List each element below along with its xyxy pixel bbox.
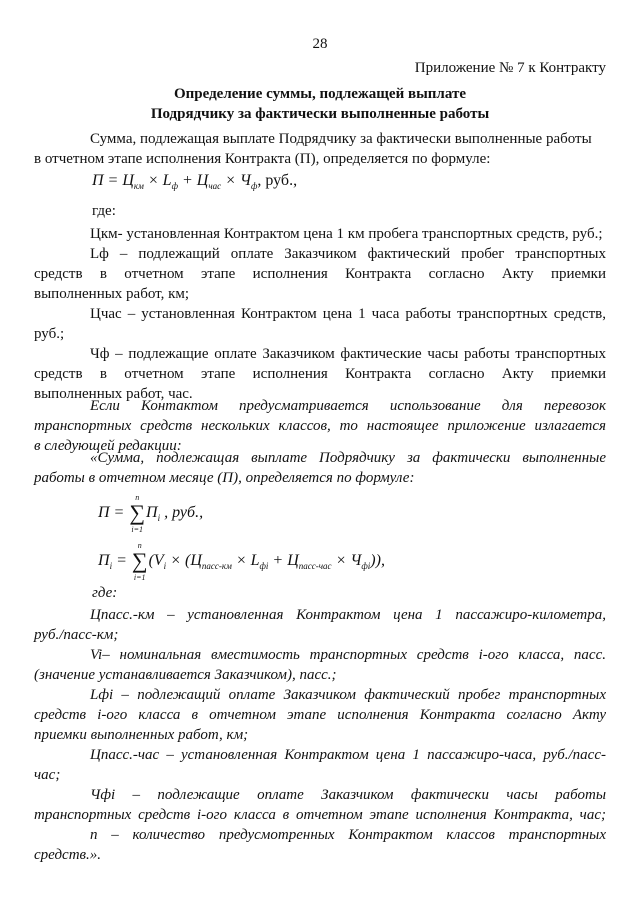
def-mileage-l1: Lф – подлежащий оплате Заказчиком фактический пробег транспортных: [90, 246, 606, 262]
note-line-2: транспортных средств нескольких классов, то настоящее приложение излагается: [34, 418, 606, 434]
def-mileage-l2: средств в отчетном этапе исполнения Контракта согласно Акту приемки: [34, 266, 606, 282]
def-mileage-l3: выполненных работ, км;: [34, 286, 190, 302]
note-line-3: в следующей редакции:: [34, 438, 182, 454]
def-hours-l1: Чф – подлежащие оплате Заказчиком фактические часы работы транспортных: [90, 346, 606, 362]
def-mileage-i-l1: Lфi – подлежащий оплате Заказчиком фактический пробег транспортных: [90, 687, 606, 703]
def-hours-i-l1: Чфi – подлежащие оплате Заказчиком фактически часы работы: [90, 787, 606, 803]
formula-sum-class: $П_i$ = ∑ n i=1 $(V_i \times (Ц_{пасс-км} \times L_{фi} + Ц_{пасс-час} \times Ч_{фi}))$,: [98, 541, 385, 582]
sigma-symbol-2: ∑ n i=1: [131, 541, 148, 582]
where-label-2: где:: [92, 585, 118, 601]
formula-basic: $П = Ц_{км} \times L_ф + Ц_{час} \times Ч_ф$, руб.,: [92, 172, 298, 191]
note-line-1: Если Контактом предусматривается использование для перевозок: [90, 398, 606, 414]
def-cost-km: Цкм- установленная Контрактом цена 1 км пробега транспортных средств, руб.;: [90, 226, 603, 242]
definition-block-2: [34, 605, 606, 865]
def-pass-hour: Цпасс.-час – установленная Контрактом цена 1 пассажиро-часа, руб./пасс-час;: [34, 747, 606, 783]
title-line-1: Определение суммы, подлежащей выплате: [173, 86, 466, 102]
def-hours-l3: выполненных работ, час.: [34, 386, 193, 402]
def-mileage-i-l3: приемки выполненных работ, км;: [34, 727, 249, 743]
def-classes-l2: средств.».: [34, 847, 102, 863]
where-label-1: где:: [92, 203, 116, 219]
def-pass-km-l1: Цпасс.-км – установленная Контрактом цена 1 пассажиро-километра,: [90, 607, 606, 623]
sigma-symbol: ∑ n i=1: [129, 493, 146, 534]
def-hours-i-l2: транспортных средств i-ого класса в отчетном этапе исполнения Контракта, час;: [34, 807, 606, 823]
definition-block-1: [34, 224, 606, 404]
intro-paragraph: [34, 129, 606, 169]
quote-line-1: «Сумма, подлежащая выплате Подрядчику за фактически выполненные: [90, 450, 606, 466]
def-classes-l1: n – количество предусмотренных Контрактом классов транспортных: [90, 827, 606, 843]
note-paragraph: [34, 396, 606, 456]
title-line-2: Подрядчику за фактически выполненные работы: [150, 106, 490, 122]
formula-sum: П = ∑ n i=1 $П_i$ , руб.,: [98, 493, 204, 534]
intro-line-2: в отчетном этапе исполнения Контракта (П), определяется по формуле:: [34, 151, 491, 167]
page-number: 28: [312, 36, 328, 52]
def-cost-hour-l2: руб.;: [34, 326, 65, 342]
quote-paragraph: [34, 448, 606, 488]
def-capacity-l2: (значение устанавливается Заказчиком), пасс.;: [34, 667, 337, 683]
def-mileage-i-l2: средств i-ого класса в отчетном этапе исполнения Контракта согласно Акту: [34, 707, 606, 723]
annex-label: Приложение № 7 к Контракту: [414, 60, 606, 76]
def-pass-km-l2: руб./пасс-км;: [34, 627, 119, 643]
def-cost-hour-l1: Цчас – установленная Контрактом цена 1 часа работы транспортных средств,: [90, 306, 606, 322]
intro-line-1: Сумма, подлежащая выплате Подрядчику за фактически выполненные работы: [90, 131, 592, 147]
quote-line-2: работы в отчетном месяце (П), определяется по формуле:: [34, 470, 415, 486]
def-hours-l2: средств в отчетном этапе исполнения Контракта согласно Акту приемки: [34, 366, 606, 382]
def-capacity-l1: Vi– номинальная вместимость транспортных средств i-ого класса, пасс.: [90, 647, 606, 663]
